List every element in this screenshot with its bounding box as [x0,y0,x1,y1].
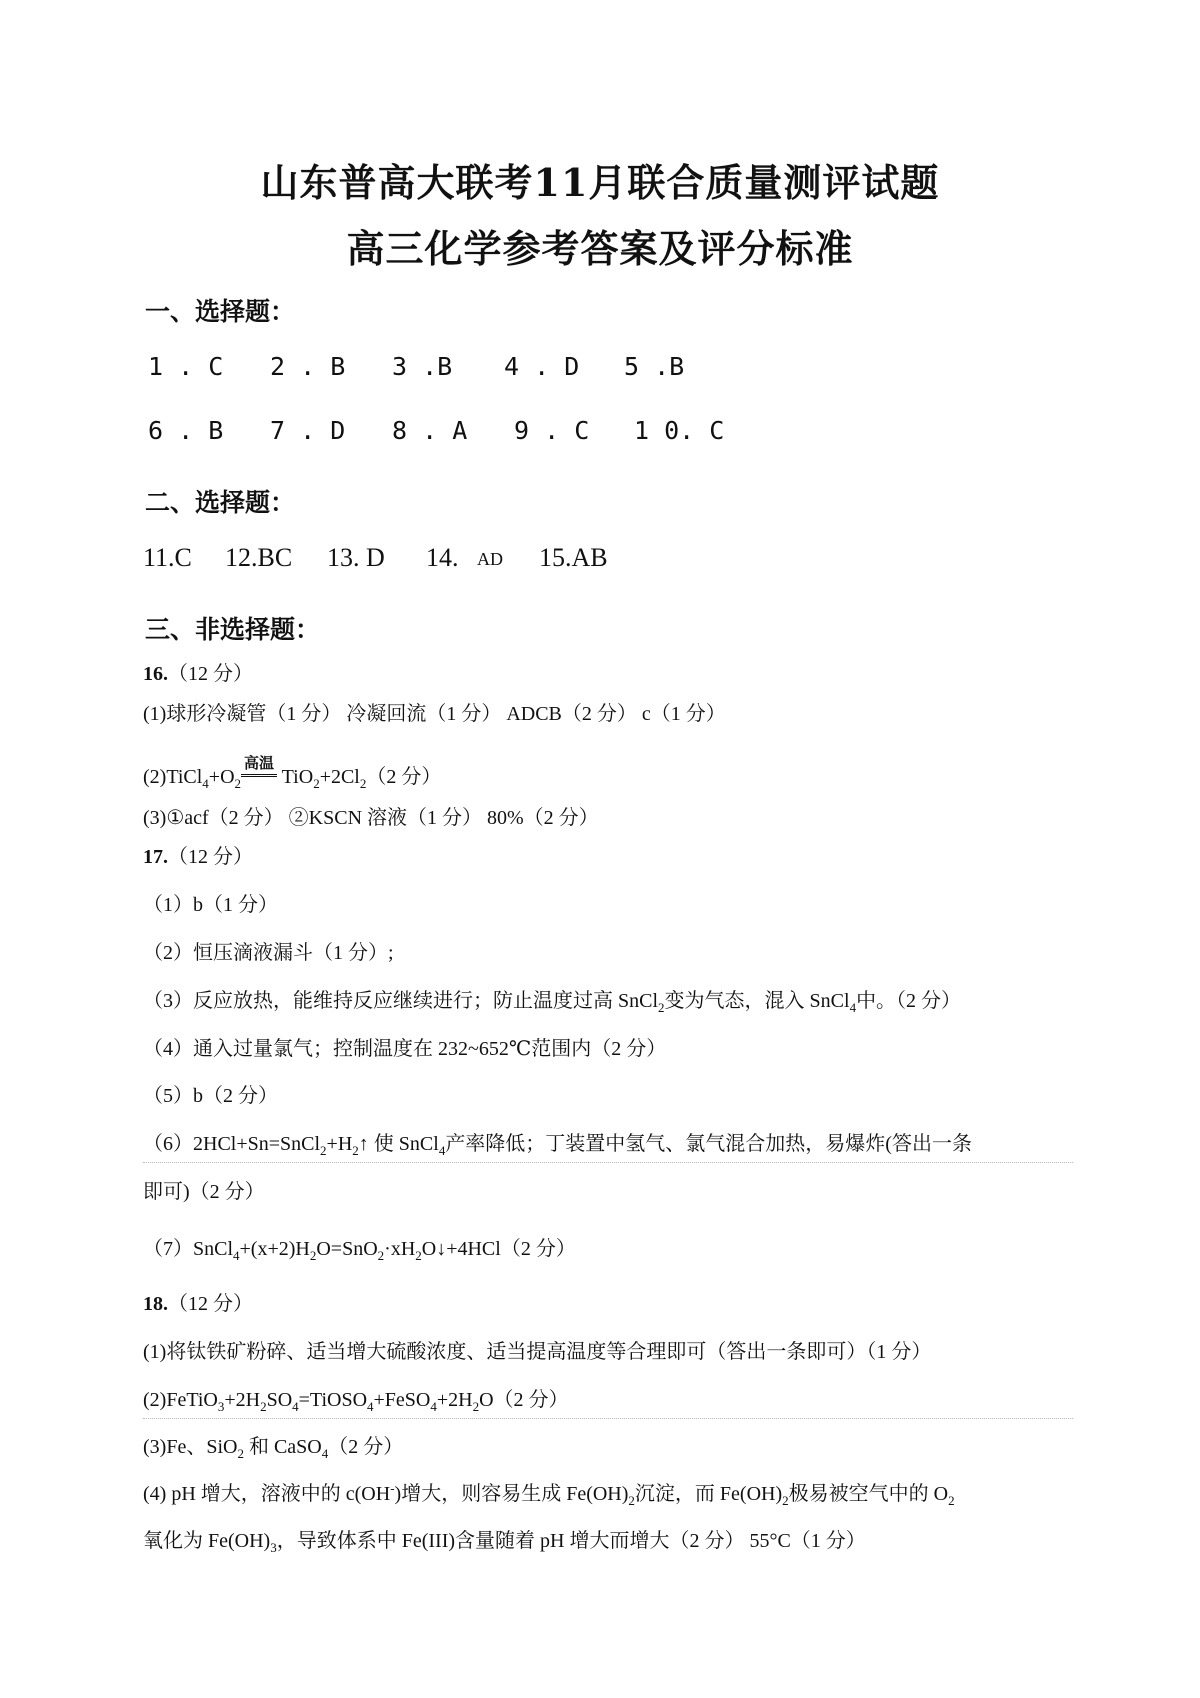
section-heading-1: 一、选择题： [145,297,296,326]
answer-item: 12.BC [225,543,293,572]
q16-line-3: (3)①acf（2 分） ②KSCN 溶液（1 分） 80%（2 分） [143,807,599,829]
q17-line-4: （4）通入过量氯气；控制温度在 232~652℃范围内（2 分） [143,1038,667,1060]
answer-item: 14. [426,543,459,572]
section-heading-3: 三、非选择题： [145,615,321,644]
answer-item: 1 . C [148,352,224,381]
section-heading-2: 二、选择题： [145,488,296,517]
q17-line-1: （1）b（1 分） [143,894,278,916]
q17-line-6-cont: 即可)（2 分） [143,1181,265,1203]
q18-line-5: 氧化为 $Fe(OH)_3$，导致体系中 Fe(III)含量随着 pH 增大而增大（2 分） 55°C（1 分） [143,1530,866,1555]
q18-line-2: $(2)FeTiO_3+2H_2SO_4=TiOSO_4+FeSO_4+2H_2O(2$ 分） [143,1389,569,1414]
answer-item: 3 .B [392,352,453,381]
divider [143,1418,1073,1419]
page-title: 山东普高大联考11月联合质量测评试题 [260,160,940,205]
answer-item: 9 . C [514,416,590,445]
q17-line-3: （3）反应放热，能维持反应继续进行；防止温度过高 SnCl$_2$变为气态，混入 SnCl$_4$中。（2 分） [143,990,962,1015]
answer-item: 11.C [143,543,192,572]
q17-line-5: （5）b（2 分） [143,1085,278,1107]
q18-line-4: (4) pH 增大，溶液中的 c(OH-)增大，则容易生成 $Fe(OH)_2$沉淀，而 $Fe(OH)_2$极易被空气中的 $O_2$ [143,1480,955,1508]
q17-line-2: （2）恒压滴液漏斗（1 分）; [143,942,394,964]
q18-line-3: (3)Fe、SiO$_2$ 和 CaSO$_4$（2 分） [143,1436,404,1461]
q17-line-7: $(7)SnCl_4+(x+2)H_2O=SnO_2\cdot xH_2O↓+4HCl(2$ 分） [143,1238,576,1263]
answer-item: 7 . D [270,416,346,445]
q18-line-1: (1)将钛铁矿粉碎、适当增大硫酸浓度、适当提高温度等合理即可（答出一条即可）（1 分） [143,1341,932,1363]
page-subtitle: 高三化学参考答案及评分标准 [346,226,854,271]
question-18-header: 18.（12 分） [143,1293,253,1315]
answer-item: 1 0. C [634,416,725,445]
divider [143,1162,1073,1163]
answer-item: 4 . D [504,352,580,381]
answer-item: AD [477,549,503,569]
question-17-header: 17.（12 分） [143,846,253,868]
answer-item: 6 . B [148,416,224,445]
answer-item: 5 .B [624,352,685,381]
answer-item: 8 . A [392,416,468,445]
q16-line-1: (1)球形冷凝管（1 分） 冷凝回流（1 分） ADCB（2 分） c（1 分） [143,703,726,725]
question-16-header: 16.（12 分） [143,663,253,685]
answer-item: 2 . B [270,352,346,381]
q17-line-6: $(6)2HCl+Sn=SnCl_2+H_2↑$ 使 SnCl$_4$产率降低；丁装置中氢气、氯气混合加热，易爆炸(答出一条 [143,1133,972,1158]
answer-item: 15.AB [539,543,608,572]
answer-item: 13. D [327,543,385,572]
q16-line-2: $(2)TiCl_4+O_2$ 高温 $TiO_2+2Cl_2(2$ 分） [143,756,442,791]
reaction-condition: 高温 [241,774,277,783]
